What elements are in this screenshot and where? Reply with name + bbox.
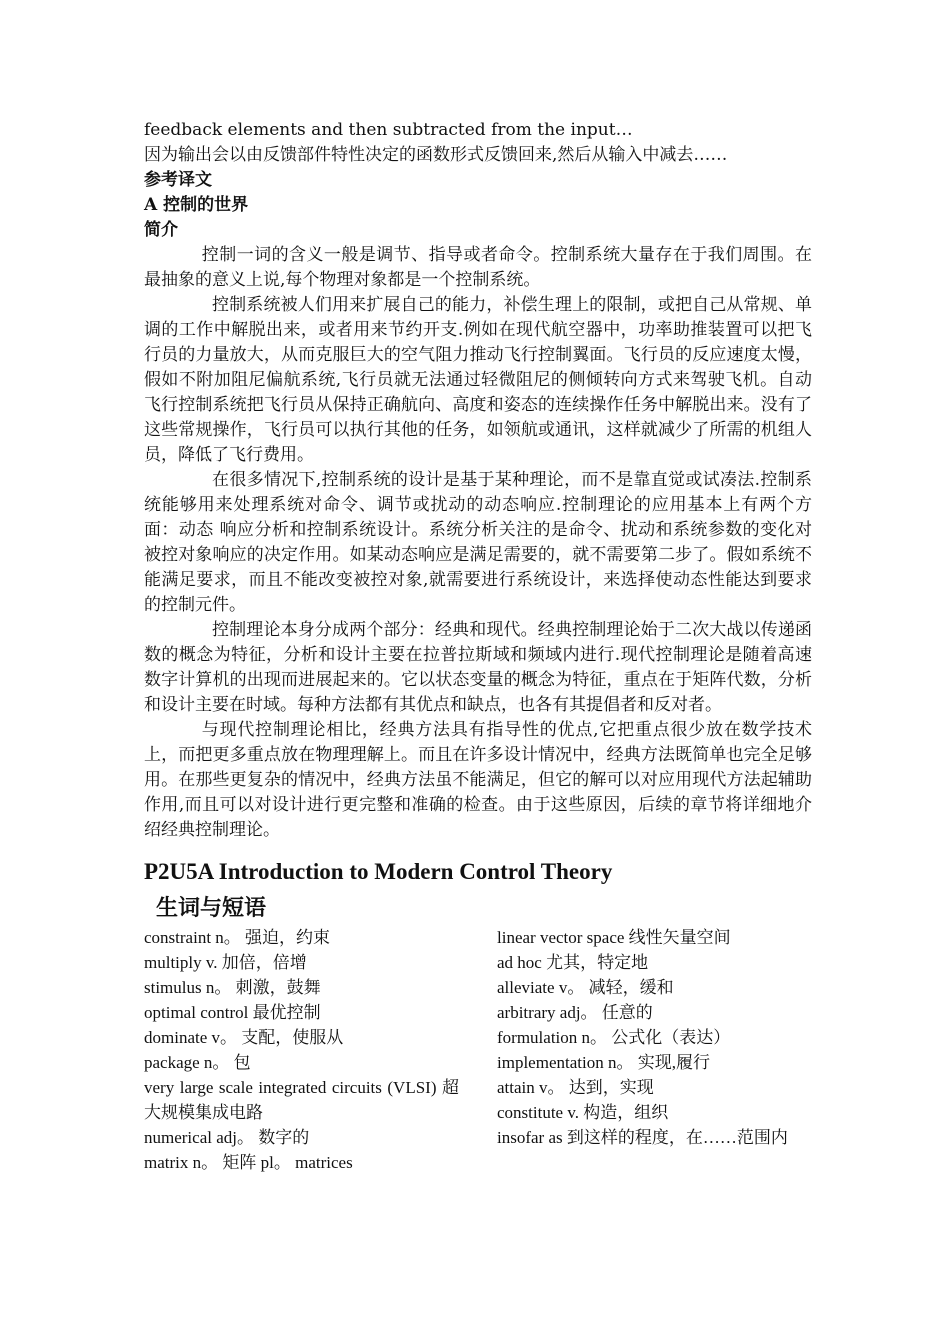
vocab-item: multiply v. 加倍，倍增 — [144, 953, 307, 972]
vocab-item: stimulus n。 刺激，鼓舞 — [144, 978, 321, 997]
unit-title: P2U5A Introduction to Modern Control Theory — [144, 859, 613, 884]
vocabulary-left-column — [144, 925, 459, 1175]
paragraph-3: 在很多情况下,控制系统的设计是基于某种理论，而不是靠直觉或试凑法.控制系统能够用来处理系统对命令、调节或扰动的动态响应.控制理论的应用基本上有两个方面：动态 响应分析和控制系统设计。系统分析关注的是命令、扰动和系统参数的变化对被控对象响应的决定作用。如某动态响应是满足需要的，就不需要第二步了。假如系统不能满足要求，而且不能改变被控对象,就需要进行系统设计，来选择使动态性能达到要求的控制元件。 — [144, 470, 812, 615]
chinese-fragment: 因为输出会以由反馈部件特性决定的函数形式反馈回来,然后从输入中减去…… — [144, 145, 728, 165]
paragraph-1: 控制一词的含义一般是调节、指导或者命令。控制系统大量存在于我们周围。在最抽象的意义上说,每个物理对象都是一个控制系统。 — [144, 245, 812, 290]
vocab-item: package n。 包 — [144, 1053, 251, 1072]
section-a-heading: A 控制的世界 — [144, 195, 249, 215]
reference-heading: 参考译文 — [144, 170, 212, 190]
vocabulary-list — [144, 925, 812, 1175]
vocab-item: formulation n。 公式化（表达） — [497, 1028, 731, 1047]
translation-body — [144, 243, 812, 843]
paragraph-5: 与现代控制理论相比，经典方法具有指导性的优点,它把重点很少放在数学技术上，而把更多重点放在物理理解上。而且在许多设计情况中，经典方法既简单也完全足够用。在那些更复杂的情况中，经典方法虽不能满足，但它的解可以对应用现代方法起辅助作用,而且可以对设计进行更完整和准确的检查。由于这些原因，后续的章节将详细地介绍经典控制理论。 — [144, 720, 812, 840]
vocab-item: implementation n。 实现,履行 — [497, 1053, 710, 1072]
paragraph-2: 控制系统被人们用来扩展自己的能力，补偿生理上的限制，或把自己从常规、单调的工作中解脱出来，或者用来节约开支.例如在现代航空器中，功率助推装置可以把飞行员的力量放大，从而克服巨大的空气阻力推动飞行控制翼面。飞行员的反应速度太慢，假如不附加阻尼偏航系统,飞行员就无法通过轻微阻尼的侧倾转向方式来驾驶飞机。自动飞行控制系统把飞行员从保持正确航向、高度和姿态的连续操作任务中解脱出来。没有了这些常规操作，飞行员可以执行其他的任务，如领航或通讯，这样就减少了所需的机组人员，降低了飞行费用。 — [144, 295, 812, 465]
intro-heading: 简介 — [144, 220, 178, 240]
vocab-item: insofar as 到这样的程度，在……范围内 — [497, 1128, 788, 1147]
vocab-item: alleviate v。 减轻，缓和 — [497, 978, 674, 997]
vocab-item: numerical adj。 数字的 — [144, 1128, 310, 1147]
vocab-item: constraint n。 强迫，约束 — [144, 928, 331, 947]
vocab-item: matrix n。 矩阵 pl。 matrices — [144, 1153, 353, 1172]
vocab-item: linear vector space 线性矢量空间 — [497, 928, 731, 947]
vocab-item: attain v。 达到，实现 — [497, 1078, 654, 1097]
paragraph-4: 控制理论本身分成两个部分：经典和现代。经典控制理论始于二次大战以传递函数的概念为特征，分析和设计主要在拉普拉斯域和频域内进行.现代控制理论是随着高速数字计算机的出现而进展起来的。它以状态变量的概念为特征，重点在于矩阵代数，分析和设计主要在时域。每种方法都有其优点和缺点，也各有其提倡者和反对者。 — [144, 620, 812, 715]
vocab-item: very large scale integrated circuits (VLSI) 超大规模集成电路 — [144, 1078, 459, 1122]
vocab-item: constitute v. 构造，组织 — [497, 1103, 669, 1122]
vocabulary-heading: 生词与短语 — [156, 895, 267, 921]
vocab-item: arbitrary adj。 任意的 — [497, 1003, 653, 1022]
vocabulary-right-column — [497, 925, 812, 1175]
vocab-item: ad hoc 尤其，特定地 — [497, 953, 649, 972]
document-page — [144, 118, 812, 1175]
vocab-item: dominate v。 支配，使服从 — [144, 1028, 344, 1047]
english-fragment: feedback elements and then subtracted from the input… — [144, 120, 633, 140]
vocab-item: optimal control 最优控制 — [144, 1003, 321, 1022]
